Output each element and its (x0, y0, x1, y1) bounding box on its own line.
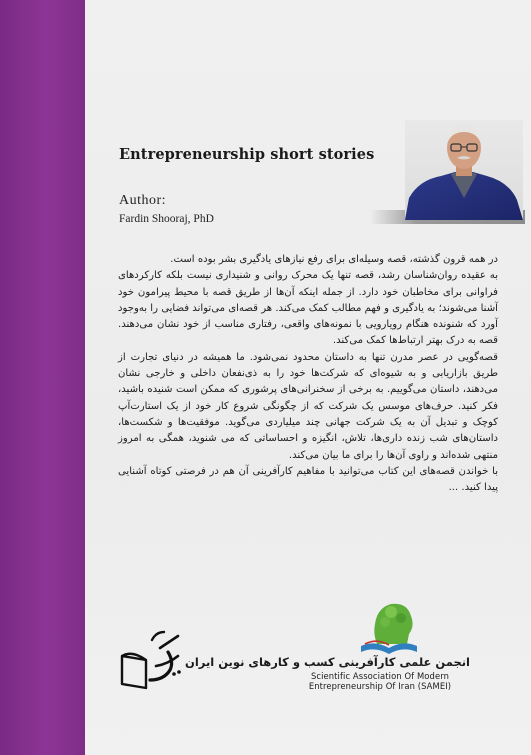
author-name: Fardin Shooraj, PhD (119, 213, 214, 225)
association-name-english (296, 671, 464, 691)
description-paragraph: قصه‌گویی در عصر مدرن تنها به داستان محدود نمی‌شود. ما همیشه در دنیای تجارت از طریق بازاریابی و به شیوه‌ای که شرکت‌ها خود را به ذی‌نفعان داخلی و خارجی نشان می‌دهند، داستان می‌گوییم. به برخی از سخنرانی‌های پرشوری که ممکن است شنیده باشید، فکر کنید. حرف‌های موسس یک شرکت که از چگونگی شروع کار خود از یک استارت‌آپ کوچک و تبدیل آن به یک شرکت جهانی چند میلیاردی می‌گوید. موفقیت‌ها و شکست‌ها، داستان‌های شب زنده داری‌ها، تلاش، انگیزه و احساساتی که می شنوید، همگی به امروز منتهی شده‌اند و راوی آن‌ها را برای ما بیان می‌کند. (118, 351, 498, 461)
author-photo (405, 120, 523, 220)
association-name-persian: انجمن علمی کارآفرینی کسب و کارهای نوین ایران (185, 655, 470, 669)
association-name-english-line2: Entrepreneurship Of Iran (SAMEI) (308, 681, 452, 691)
description-paragraph: با خواندن قصه‌های این کتاب می‌توانید با مفاهیم کارآفرینی آن هم در فرصتی کوتاه آشنایی پیدا کنید. ... (118, 465, 498, 494)
association-name-english-line1: Scientific Association Of Modern (310, 671, 450, 681)
author-label: Author: (119, 193, 167, 208)
description-paragraph: به عقیده روان‌شناسان رشد، قصه تنها یک محرک روانی و شنیداری نیست بلکه کارکردهای فراوانی برای مخاطبان خود دارد. از جمله اینکه آن‌ها از طریق قصه با محیط پیرامون خود آشنا می‌شوند؛ به یادگیری و فهم مطالب کمک می‌کند. هر قصه‌ای می‌تواند فضایی را به‌وجود آورد که شنونده هنگام رویارویی با نمونه‌های واقعی، رفتاری مناسب از خود نشان می‌دهند. قصه به درک بهتر ارتباط‌ها کمک می‌کند. (118, 270, 498, 347)
description-paragraph: در همه قرون گذشته، قصه وسیله‌ای برای رفع نیازهای یادگیری بشر بوده است. (170, 254, 498, 265)
publisher-book-logo (116, 622, 186, 692)
purple-spine-band (0, 0, 85, 755)
description-text (118, 252, 498, 496)
samei-emblem-logo (355, 594, 423, 656)
book-title: Entrepreneurship short stories (119, 146, 375, 163)
